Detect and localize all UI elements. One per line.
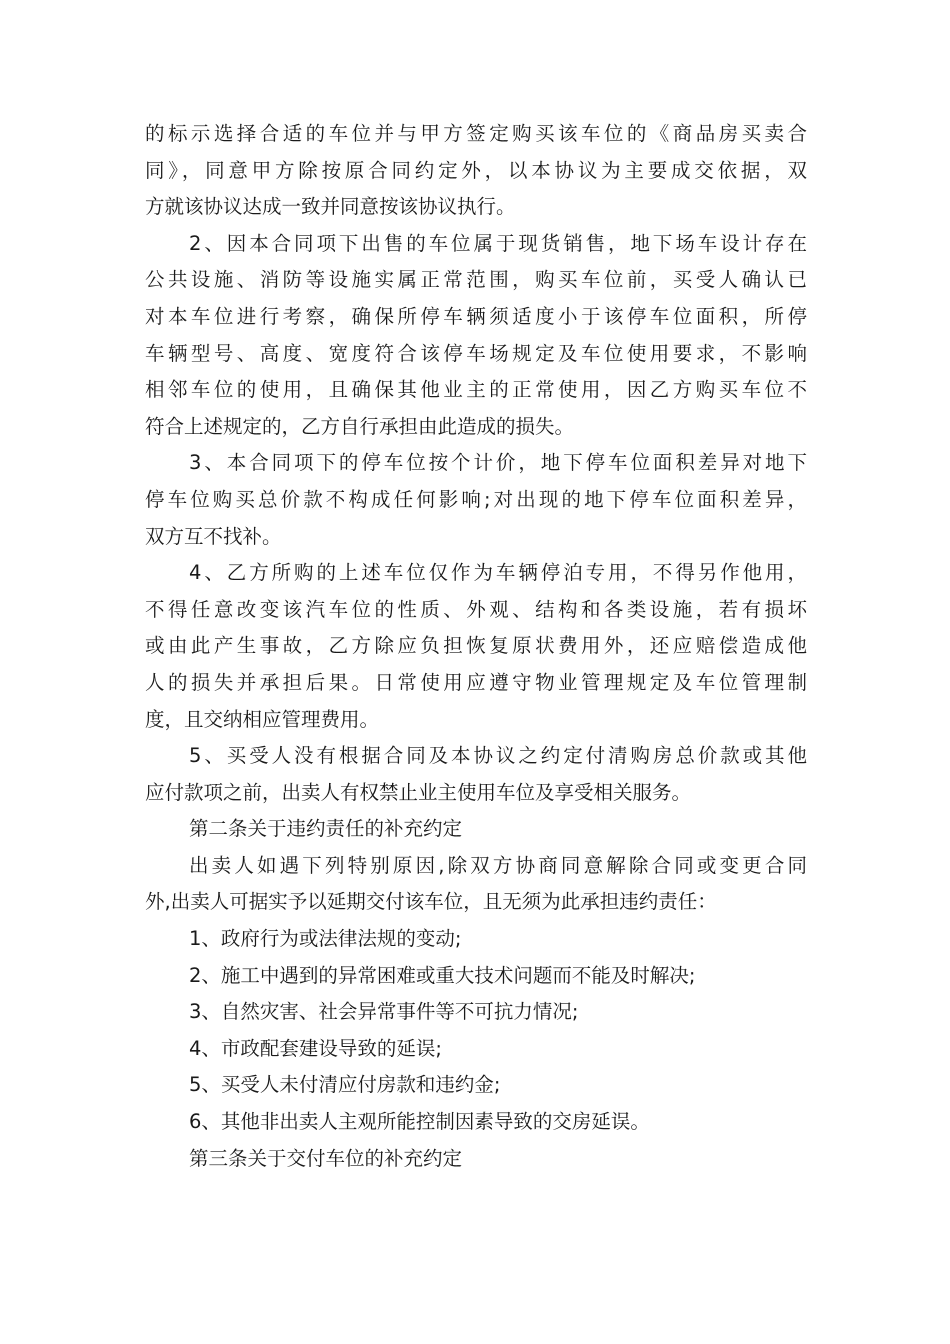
text-line: 相邻车位的使用，且确保其他业主的正常使用，因乙方购买车位不	[145, 378, 807, 402]
paragraph-first-line: 出卖人如遇下列特别原因,除双方协商同意解除合同或变更合同	[189, 853, 807, 877]
list-item: 2、施工中遇到的异常困难或重大技术问题而不能及时解决;	[189, 963, 696, 987]
clause-3-first-line: 3、本合同项下的停车位按个计价，地下停车位面积差异对地下	[189, 451, 807, 475]
text-line: 方就该协议达成一致并同意按该协议执行。	[145, 195, 516, 219]
text-line: 停车位购买总价款不构成任何影响;对出现的地下停车位面积差异，	[145, 487, 807, 511]
section-heading-article-2: 第二条关于违约责任的补充约定	[189, 817, 463, 841]
section-heading-article-3: 第三条关于交付车位的补充约定	[189, 1146, 463, 1170]
text-line: 符合上述规定的，乙方自行承担由此造成的损失。	[145, 414, 575, 438]
contract-body-text	[145, 116, 807, 1177]
text-line: 的标示选择合适的车位并与甲方签定购买该车位的《商品房买卖合	[145, 122, 807, 145]
text-line: 对本车位进行考察，确保所停车辆须适度小于该停车位面积，所停	[145, 304, 807, 328]
text-line: 人的损失并承担后果。日常使用应遵守物业管理规定及车位管理制	[145, 670, 807, 694]
list-item: 6、其他非出卖人主观所能控制因素导致的交房延误。	[189, 1110, 650, 1134]
text-line: 车辆型号、高度、宽度符合该停车场规定及车位使用要求，不影响	[145, 341, 807, 365]
text-line: 公共设施、消防等设施实属正常范围，购买车位前，买受人确认已	[145, 268, 807, 292]
text-line: 双方互不找补。	[145, 524, 282, 548]
text-line: 或由此产生事故，乙方除应负担恢复原状费用外，还应赔偿造成他	[145, 634, 807, 658]
clause-2-first-line: 2、因本合同项下出售的车位属于现货销售，地下场车设计存在	[189, 231, 807, 255]
list-item: 5、买受人未付清应付房款和违约金;	[189, 1073, 501, 1097]
text-line: 同》，同意甲方除按原合同约定外，以本协议为主要成交依据，双	[145, 158, 807, 182]
list-item: 3、自然灾害、社会异常事件等不可抗力情况;	[189, 1000, 579, 1024]
clause-5-first-line: 5、买受人没有根据合同及本协议之约定付清购房总价款或其他	[189, 744, 807, 768]
text-line: 外,出卖人可据实予以延期交付该车位，且无须为此承担违约责任：	[145, 890, 717, 914]
clause-4-first-line: 4、乙方所购的上述车位仅作为车辆停泊专用，不得另作他用，	[189, 561, 807, 585]
list-item: 1、政府行为或法律法规的变动;	[189, 927, 462, 951]
list-item: 4、市政配套建设导致的延误;	[189, 1036, 442, 1060]
text-line: 应付款项之前，出卖人有权禁止业主使用车位及享受相关服务。	[145, 780, 692, 804]
text-line: 度，且交纳相应管理费用。	[145, 707, 380, 731]
text-line: 不得任意改变该汽车位的性质、外观、结构和各类设施，若有损坏	[145, 597, 807, 621]
